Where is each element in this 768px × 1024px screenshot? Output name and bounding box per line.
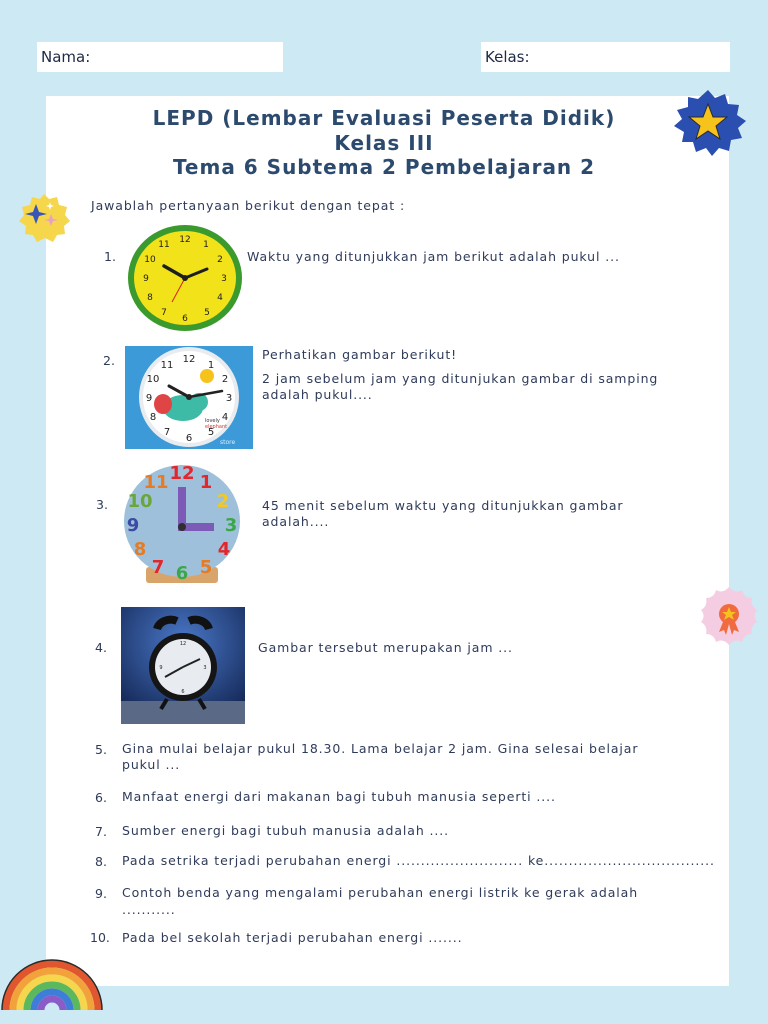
svg-text:4: 4	[221, 412, 229, 423]
svg-text:11: 11	[143, 472, 169, 493]
svg-text:7: 7	[163, 427, 171, 438]
svg-text:5: 5	[199, 557, 213, 578]
svg-text:5: 5	[207, 427, 215, 438]
svg-text:7: 7	[151, 557, 165, 578]
svg-text:8: 8	[147, 293, 153, 303]
clock-toy-image	[122, 461, 244, 585]
question-4-text: Gambar tersebut merupakan jam ...	[258, 640, 513, 655]
question-3-text: 45 menit sebelum waktu yang ditunjukkan gambar	[262, 498, 624, 513]
svg-text:2: 2	[216, 491, 230, 512]
name-field[interactable]	[37, 42, 283, 72]
question-10-number: 10.	[90, 930, 110, 945]
svg-text:6: 6	[175, 563, 189, 584]
svg-text:10: 10	[144, 255, 156, 265]
svg-text:6: 6	[185, 433, 193, 444]
svg-text:2: 2	[217, 255, 223, 265]
svg-text:4: 4	[217, 293, 223, 303]
question-5-text: Gina mulai belajar pukul 18.30. Lama belajar 2 jam. Gina selesai belajar	[122, 741, 639, 756]
svg-text:1: 1	[203, 240, 209, 250]
svg-text:3: 3	[224, 515, 238, 536]
question-7-text: Sumber energi bagi tubuh manusia adalah ....	[122, 823, 450, 838]
question-5-number: 5.	[95, 742, 107, 757]
svg-text:12: 12	[169, 463, 195, 484]
svg-text:12: 12	[182, 354, 196, 365]
svg-text:10: 10	[146, 374, 160, 385]
question-9-text: Contoh benda yang mengalami perubahan energi listrik ke gerak adalah	[122, 885, 639, 900]
name-label: Nama:	[41, 48, 91, 66]
svg-text:11: 11	[158, 240, 170, 250]
alarm-clock-image	[121, 607, 245, 724]
svg-text:8: 8	[133, 539, 147, 560]
svg-text:11: 11	[160, 360, 174, 371]
question-2-number: 2.	[103, 353, 115, 368]
svg-text:7: 7	[161, 308, 167, 318]
svg-text:2: 2	[221, 374, 229, 385]
svg-text:10: 10	[127, 491, 153, 512]
svg-text:9: 9	[159, 665, 163, 671]
question-2-text-line-2: 2 jam sebelum jam yang ditunjukan gambar di samping	[262, 371, 659, 386]
star-badge-icon	[668, 88, 748, 158]
svg-text:3: 3	[203, 665, 207, 671]
sparkle-badge-icon	[16, 192, 72, 244]
question-4-number: 4.	[95, 640, 107, 655]
svg-text:1: 1	[207, 360, 215, 371]
question-8-number: 8.	[95, 854, 107, 869]
question-6-number: 6.	[95, 790, 107, 805]
svg-text:9: 9	[126, 515, 140, 536]
svg-text:12: 12	[179, 235, 191, 245]
question-7-number: 7.	[95, 824, 107, 839]
question-10-text: Pada bel sekolah terjadi perubahan energi .......	[122, 930, 463, 945]
svg-text:8: 8	[149, 412, 157, 423]
question-8-text: Pada setrika terjadi perubahan energi .......................... ke...................................	[122, 853, 715, 868]
class-label: Kelas:	[485, 48, 530, 66]
question-1-text: Waktu yang ditunjukkan jam berikut adalah pukul ...	[247, 249, 620, 264]
svg-text:1: 1	[199, 472, 213, 493]
title-line-1: LEPD (Lembar Evaluasi Peserta Didik)	[152, 106, 616, 130]
clock-elephant-image	[125, 346, 253, 449]
clock2-brand-1: lovely	[205, 418, 220, 424]
question-2-text-line-3: adalah pukul....	[262, 387, 373, 402]
question-3-number: 3.	[96, 497, 108, 512]
svg-text:12: 12	[179, 641, 187, 647]
svg-text:4: 4	[217, 539, 231, 560]
svg-text:5: 5	[204, 308, 210, 318]
title-line-2: Kelas III	[334, 131, 434, 155]
ribbon-badge-icon	[694, 584, 764, 654]
question-5-text-line-2: pukul ...	[122, 757, 181, 772]
svg-text:9: 9	[143, 274, 149, 284]
question-2-text: Perhatikan gambar berikut!	[262, 347, 458, 362]
svg-text:6: 6	[181, 689, 185, 695]
question-3-text-line-2: adalah....	[262, 514, 330, 529]
question-1-number: 1.	[104, 249, 116, 264]
question-6-text: Manfaat energi dari makanan bagi tubuh manusia seperti ....	[122, 789, 556, 804]
svg-text:3: 3	[225, 393, 233, 404]
clock-yellow-image	[127, 224, 243, 332]
clock2-brand-2: elephant	[205, 424, 228, 430]
question-9-text-line-2: ...........	[122, 902, 176, 917]
instruction: Jawablah pertanyaan berikut dengan tepat :	[91, 198, 406, 213]
question-9-number: 9.	[95, 886, 107, 901]
rainbow-icon	[0, 940, 104, 1010]
svg-text:6: 6	[182, 314, 188, 324]
title-line-3: Tema 6 Subtema 2 Pembelajaran 2	[172, 155, 596, 179]
svg-text:3: 3	[221, 274, 227, 284]
class-field[interactable]	[481, 42, 730, 72]
svg-text:9: 9	[145, 393, 153, 404]
clock2-brand-3: store	[220, 439, 236, 446]
